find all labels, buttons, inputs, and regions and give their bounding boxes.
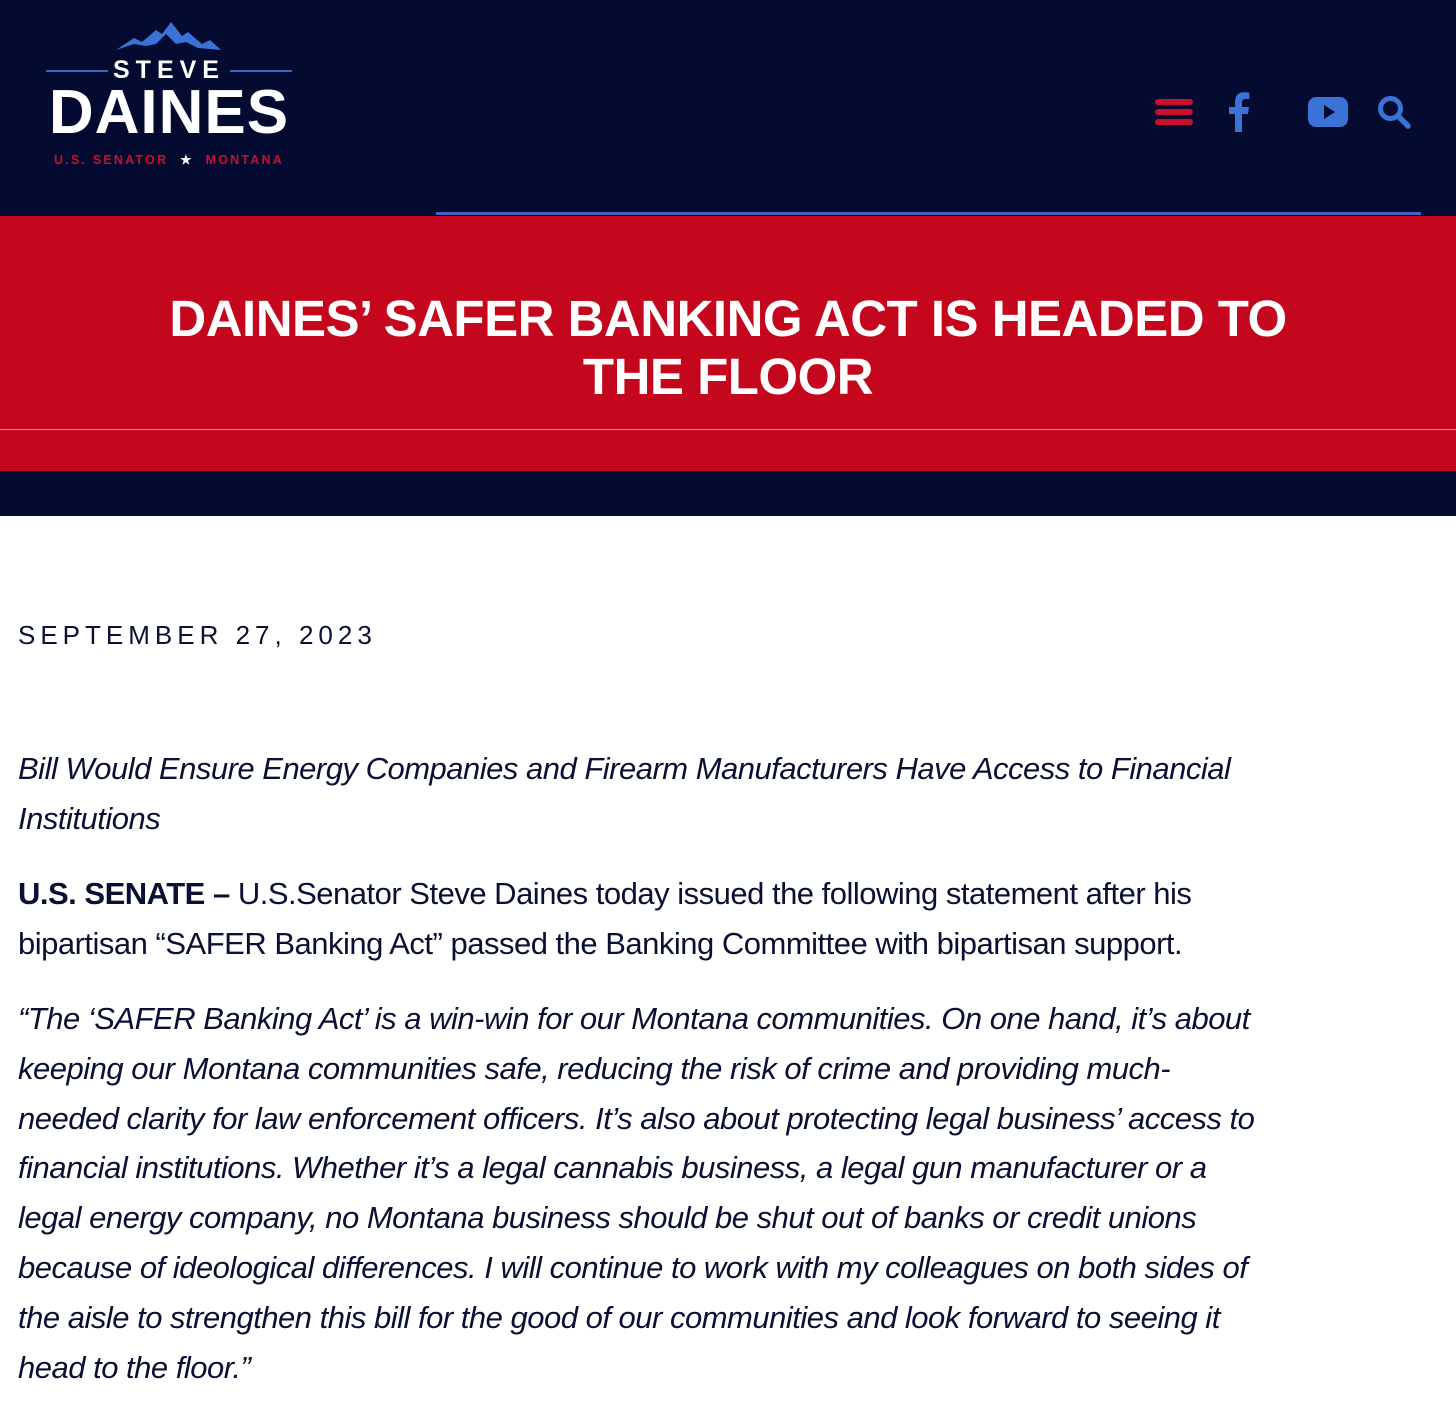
facebook-icon[interactable] — [1222, 88, 1256, 136]
page-title-line-2: THE FLOOR — [582, 348, 874, 405]
publish-date: SEPTEMBER 27, 2023 — [18, 620, 377, 650]
site-logo[interactable] — [36, 18, 302, 178]
logo-subtitle — [36, 152, 302, 167]
article-subtitle — [18, 744, 1438, 844]
logo-sub-right: MONTANA — [205, 153, 284, 167]
quote-line: needed clarity for law enforcement officers. It’s also about protecting legal business’ access to — [18, 1100, 1255, 1136]
logo-rule-left — [46, 70, 108, 72]
header-divider — [436, 212, 1421, 215]
youtube-icon[interactable] — [1306, 88, 1350, 136]
menu-icon[interactable] — [1148, 88, 1200, 136]
article-lede — [18, 869, 1438, 969]
search-icon[interactable] — [1374, 88, 1414, 136]
quote-line: “The ‘SAFER Banking Act’ is a win-win for our Montana communities. On one hand, it’s about — [18, 1001, 1250, 1036]
senator-quote — [18, 994, 1438, 1392]
subtitle-line-2: Institutions — [18, 801, 161, 836]
quote-line: head to the floor.” — [18, 1349, 251, 1385]
quote-line: the aisle to strengthen this bill for the good of our communities and look forward to seeing it — [18, 1299, 1220, 1335]
quote-line: because of ideological differences. I will continue to work with my colleagues on both sides of — [18, 1249, 1248, 1285]
dateline: U.S. SENATE – — [18, 876, 230, 911]
logo-rule-right — [230, 70, 292, 72]
site-header — [0, 0, 1456, 216]
quote-line: legal energy company, no Montana business should be shut out of banks or credit unions — [18, 1200, 1197, 1236]
hero-banner — [0, 216, 1456, 471]
hero-divider — [0, 429, 1456, 430]
hero-bottom-band — [0, 471, 1456, 516]
lede-line-1: U.S.Senator Steve Daines today issued the following statement after his — [229, 876, 1192, 911]
mountain-icon — [116, 20, 221, 54]
quote-line: keeping our Montana communities safe, reducing the risk of crime and providing much- — [18, 1050, 1171, 1086]
header-icon-bar — [1148, 88, 1424, 136]
logo-first-name-text: STEVE — [113, 56, 225, 84]
logo-last-name: DAINES — [48, 78, 290, 147]
subtitle-line-1: Bill Would Ensure Energy Companies and Firearm Manufacturers Have Access to Financial — [18, 751, 1231, 786]
page-title — [100, 290, 1356, 406]
logo-star-icon: ★ — [180, 153, 194, 167]
page-title-line-1: DAINES’ SAFER BANKING ACT IS HEADED TO — [169, 290, 1287, 347]
quote-line: financial institutions. Whether it’s a legal cannabis business, a legal gun manufacturer or a — [18, 1150, 1207, 1186]
lede-line-2: bipartisan “SAFER Banking Act” passed the Banking Committee with bipartisan support. — [18, 926, 1183, 961]
logo-sub-left: U.S. SENATOR — [54, 153, 169, 167]
